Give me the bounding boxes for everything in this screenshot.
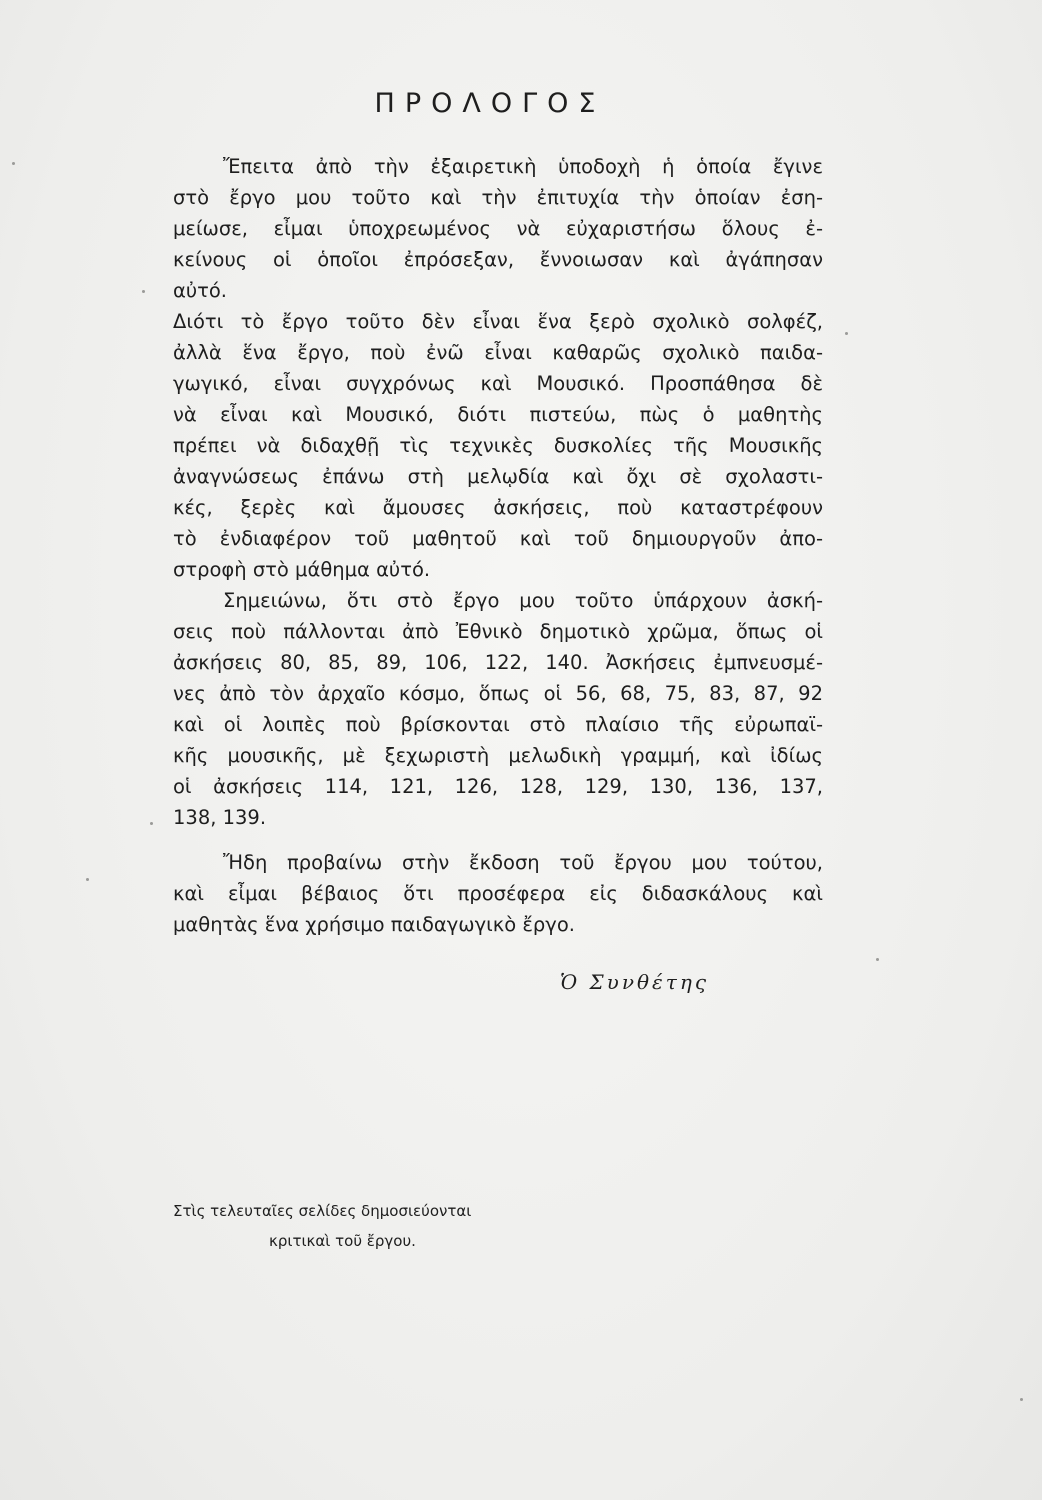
text-line: Διότι τὸ ἔργο τοῦτο δὲν εἶναι ἕνα ξερὸ σχολικὸ σολφέζ, bbox=[173, 310, 823, 333]
text-line: ἀναγνώσεως ἐπάνω στὴ μελῳδία καὶ ὄχι σὲ σχολαστι- bbox=[173, 465, 823, 488]
paper-speck bbox=[12, 162, 15, 165]
text-line: Ἔπειτα ἀπὸ τὴν ἐξαιρετικὴ ὑποδοχὴ ἡ ὁποία ἔγινε bbox=[223, 155, 823, 178]
footnote-line-1: Στὶς τελευταῖες σελίδες δημοσιεύονται bbox=[173, 1202, 472, 1220]
text-line: σεις ποὺ πάλλονται ἀπὸ Ἐθνικὸ δημοτικὸ χρῶμα, ὅπως οἱ bbox=[173, 620, 823, 643]
text-line: καὶ εἶμαι βέβαιος ὅτι προσέφερα εἰς διδασκάλους καὶ bbox=[173, 882, 823, 905]
paragraph-3 bbox=[173, 585, 823, 833]
text-line: μαθητὰς ἕνα χρήσιμο παιδαγωγικὸ ἔργο. bbox=[173, 913, 575, 936]
text-line: νὰ εἶναι καὶ Μουσικό, διότι πιστεύω, πὼς ὁ μαθητὴς bbox=[173, 403, 823, 426]
paper-speck bbox=[86, 878, 89, 881]
text-line: κές, ξερὲς καὶ ἄμουσες ἀσκήσεις, ποὺ καταστρέφουν bbox=[173, 496, 823, 519]
text-line: νες ἀπὸ τὸν ἀρχαῖο κόσμο, ὅπως οἱ 56, 68, 75, 83, 87, 92 bbox=[173, 682, 823, 705]
author-signature: Ὁ Συνθέτης bbox=[560, 970, 710, 994]
text-line: αὐτό. bbox=[173, 279, 228, 302]
text-line: γωγικό, εἶναι συγχρόνως καὶ Μουσικό. Προσπάθησα δὲ bbox=[173, 372, 823, 395]
footnote bbox=[173, 1196, 471, 1256]
text-line: Σημειώνω, ὅτι στὸ ἔργο μου τοῦτο ὑπάρχουν ἀσκή- bbox=[223, 589, 823, 612]
footnote-line-2: κριτικαὶ τοῦ ἔργου. bbox=[269, 1232, 416, 1250]
text-line: ἀσκήσεις 80, 85, 89, 106, 122, 140. Ἀσκήσεις ἐμπνευσμέ- bbox=[173, 651, 823, 674]
text-line: στὸ ἔργο μου τοῦτο καὶ τὴν ἐπιτυχία τὴν ὁποίαν ἐση- bbox=[173, 186, 823, 209]
text-line: Ἤδη προβαίνω στὴν ἔκδοση τοῦ ἔργου μου τούτου, bbox=[223, 851, 823, 874]
text-line: κῆς μουσικῆς, μὲ ξεχωριστὴ μελωδικὴ γραμμή, καὶ ἰδίως bbox=[173, 744, 823, 767]
paper-speck bbox=[845, 332, 848, 335]
text-line: ἀλλὰ ἕνα ἔργο, ποὺ ἐνῶ εἶναι καθαρῶς σχολικὸ παιδα- bbox=[173, 341, 823, 364]
page-title: ΠΡΟΛΟΓΟΣ bbox=[374, 88, 606, 119]
paper-speck bbox=[1020, 1398, 1023, 1401]
text-line: πρέπει νὰ διδαχθῇ τὶς τεχνικὲς δυσκολίες τῆς Μουσικῆς bbox=[173, 434, 823, 457]
text-line: κείνους οἱ ὁποῖοι ἐπρόσεξαν, ἔννοιωσαν καὶ ἀγάπησαν bbox=[173, 248, 823, 271]
paragraph-2 bbox=[173, 306, 823, 585]
text-line: καὶ οἱ λοιπὲς ποὺ βρίσκονται στὸ πλαίσιο τῆς εὐρωπαϊ- bbox=[173, 713, 823, 736]
paper-speck bbox=[876, 958, 879, 961]
paper-speck bbox=[142, 290, 145, 293]
paper-speck bbox=[150, 822, 153, 825]
paragraph-gap bbox=[173, 833, 823, 847]
paragraph-1 bbox=[173, 151, 823, 306]
text-line: τὸ ἐνδιαφέρον τοῦ μαθητοῦ καὶ τοῦ δημιουργοῦν ἀπο- bbox=[173, 527, 823, 550]
text-line: μείωσε, εἶμαι ὑποχρεωμένος νὰ εὐχαριστήσω ὅλους ἐ- bbox=[173, 217, 823, 240]
paragraph-4 bbox=[173, 847, 823, 940]
text-line: στροφὴ στὸ μάθημα αὐτό. bbox=[173, 558, 431, 581]
preface-body bbox=[173, 151, 823, 940]
text-line: 138, 139. bbox=[173, 806, 267, 829]
text-line: οἱ ἀσκήσεις 114, 121, 126, 128, 129, 130, 136, 137, bbox=[173, 775, 823, 798]
